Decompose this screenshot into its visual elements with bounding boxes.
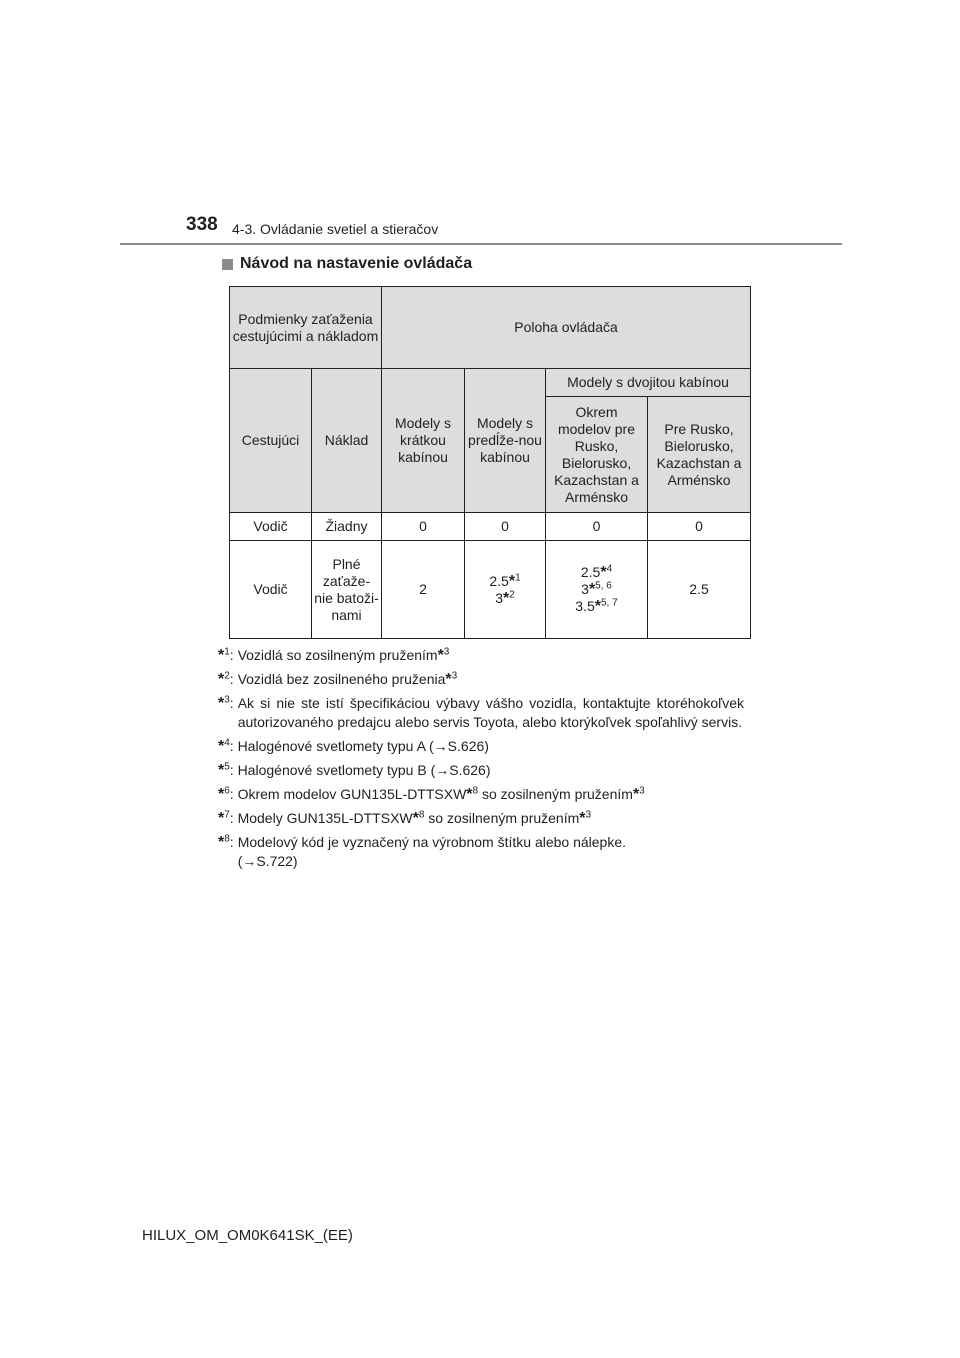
footnote-ref: 2 bbox=[509, 588, 515, 600]
footnote-body: Modelový kód je vyznačený na výrobnom štítku alebo nálepke. bbox=[237, 834, 627, 850]
cell-double-russia: 2.5 bbox=[648, 541, 751, 639]
footnote-text bbox=[230, 670, 457, 689]
footnote-star: * bbox=[218, 647, 225, 664]
footnote-8: *$^8$: Modelový kód je vyznačený na výrobnom štítku alebo nálepke. (→S.722) bbox=[218, 833, 627, 869]
footnote-body: : Halogénové svetlomety typu A (→S.626) bbox=[229, 738, 489, 754]
footnotes bbox=[218, 646, 744, 876]
footnote-star: * bbox=[218, 810, 225, 827]
footnote-star: * bbox=[218, 834, 225, 851]
cell-extended: 0 bbox=[465, 513, 546, 541]
footnote-star: * bbox=[579, 810, 586, 827]
footnote-ref: 4 bbox=[606, 563, 613, 575]
footnote-star: * bbox=[588, 581, 596, 598]
page-number: 338 bbox=[186, 214, 218, 235]
footnote-star: * bbox=[466, 786, 473, 803]
footnote-number: 7 bbox=[224, 809, 230, 821]
footnote-ref: 5, 6 bbox=[595, 580, 612, 592]
footnote-body: : Okrem modelov GUN135L-DTTSXW bbox=[229, 786, 467, 802]
footnote-ref: 8 bbox=[472, 785, 479, 797]
footnote-2 bbox=[218, 670, 744, 689]
section-square-icon bbox=[222, 259, 233, 270]
footnote-6 bbox=[218, 785, 744, 804]
footnote-star: * bbox=[594, 598, 601, 615]
cell-double-except: 0 bbox=[546, 513, 648, 541]
cell-short: 2 bbox=[382, 541, 465, 639]
footnote-ref: 3 bbox=[585, 809, 592, 821]
header-short-cab: Modely s krátkou kabínou bbox=[382, 369, 465, 513]
chapter-title: 4-3. Ovládanie svetiel a stieračov bbox=[232, 221, 439, 237]
footnote-text bbox=[230, 646, 450, 665]
value-text: 3.5 bbox=[575, 598, 595, 614]
footnote-number: 3 bbox=[224, 694, 230, 706]
dial-settings-table bbox=[229, 286, 751, 639]
footnote-star: * bbox=[445, 671, 452, 688]
footnote-number: 8 bbox=[224, 833, 230, 845]
footnote-star: * bbox=[218, 786, 225, 803]
footnote-number: 1 bbox=[224, 646, 230, 658]
footnote-4 bbox=[218, 737, 744, 756]
footnote-7 bbox=[218, 809, 744, 828]
footnote-body: (→S.722) bbox=[237, 853, 298, 869]
value-text: 3 bbox=[495, 589, 503, 606]
cell-double-russia: 0 bbox=[648, 513, 751, 541]
footnote-body: : Modely GUN135L-DTTSXW bbox=[229, 810, 413, 826]
footnote-ref: 3 bbox=[639, 785, 645, 797]
footnote-3: *$^3$: Ak si nie ste istí špecifikáciou výbavy vášho vozidla, kontaktujte ktoréhokoľvek autorizovaného predajcu alebo servis Toyota, alebo ktorýkoľvek spoľahlivý servis. bbox=[218, 694, 744, 730]
footnote-star: * bbox=[218, 671, 225, 688]
cell-double-except bbox=[546, 541, 648, 639]
footnote-body: : Vozidlá bez zosilneného pruženia bbox=[229, 671, 446, 687]
footnote-star: * bbox=[412, 810, 419, 827]
header-dial-position: Poloha ovládača bbox=[382, 287, 751, 369]
section-heading bbox=[222, 255, 472, 273]
footnote-body: so zosilneným pružením bbox=[424, 810, 580, 826]
value-text: 2.5 bbox=[580, 564, 601, 580]
footnote-number: 5 bbox=[224, 761, 230, 773]
footnote-ref: 3 bbox=[451, 670, 458, 682]
footnote-text bbox=[238, 833, 626, 871]
header-russia: Pre Rusko, Bielorusko, Kazachstan a Arménsko bbox=[648, 397, 751, 513]
table-row bbox=[230, 513, 751, 541]
footnote-ref: 5, 7 bbox=[601, 597, 618, 609]
footnote-ref: 1 bbox=[515, 571, 521, 583]
footnote-number: 4 bbox=[224, 737, 230, 749]
header-extended-cab: Modely s predĺže-nou kabínou bbox=[465, 369, 546, 513]
footnote-star: * bbox=[218, 738, 225, 755]
header-except-russia: Okrem modelov pre Rusko, Bielorusko, Kazachstan a Arménsko bbox=[546, 397, 648, 513]
footnote-star: * bbox=[218, 762, 225, 779]
header-rule bbox=[120, 243, 842, 245]
footnote-body: so zosilneným pružením bbox=[478, 786, 633, 802]
cell-short: 0 bbox=[382, 513, 465, 541]
cell-passengers: Vodič bbox=[230, 541, 312, 639]
footnote-text bbox=[230, 809, 591, 828]
section-title: Návod na nastavenie ovládača bbox=[240, 255, 473, 272]
footnote-1 bbox=[218, 646, 744, 665]
footnote-star: * bbox=[218, 695, 225, 712]
footnote-star: * bbox=[508, 572, 516, 590]
table-row bbox=[230, 541, 751, 639]
header-double-cab: Modely s dvojitou kabínou bbox=[546, 369, 751, 397]
footnote-star: * bbox=[437, 647, 444, 664]
value-text: 3 bbox=[581, 581, 589, 597]
header-load: Náklad bbox=[312, 369, 382, 513]
footnote-body: Ak si nie ste istí špecifikáciou výbavy vášho vozidla, kontaktujte ktoréhokoľvek autorizovaného predajcu alebo servis Toyota, alebo ktorýkoľvek spoľahlivý servis. bbox=[237, 695, 744, 730]
cell-load: Žiadny bbox=[312, 513, 382, 541]
cell-passengers: Vodič bbox=[230, 513, 312, 541]
footnote-text bbox=[230, 785, 645, 804]
footnote-body: : Vozidlá so zosilneným pružením bbox=[229, 647, 438, 663]
cell-extended bbox=[465, 541, 546, 639]
footer-code: HILUX_OM_OM0K641SK_(EE) bbox=[142, 1227, 353, 1244]
header-passengers: Cestujúci bbox=[230, 369, 312, 513]
value-text: 2.5 bbox=[489, 572, 509, 589]
footnote-number: 2 bbox=[224, 670, 230, 682]
footnote-5 bbox=[218, 761, 744, 780]
footnote-star: * bbox=[632, 786, 640, 803]
footnote-number: 6 bbox=[224, 785, 230, 797]
footnote-ref: 8 bbox=[418, 809, 425, 821]
footnote-star: * bbox=[600, 564, 607, 581]
footnote-body: : Halogénové svetlomety typu B (→S.626) bbox=[229, 762, 491, 778]
footnote-ref: 3 bbox=[443, 646, 450, 658]
cell-load: Plné zaťaže-nie batoži-nami bbox=[312, 541, 382, 639]
footnote-star: * bbox=[503, 589, 510, 607]
header-load-conditions: Podmienky zaťaženia cestujúcimi a nákladom bbox=[230, 287, 382, 369]
